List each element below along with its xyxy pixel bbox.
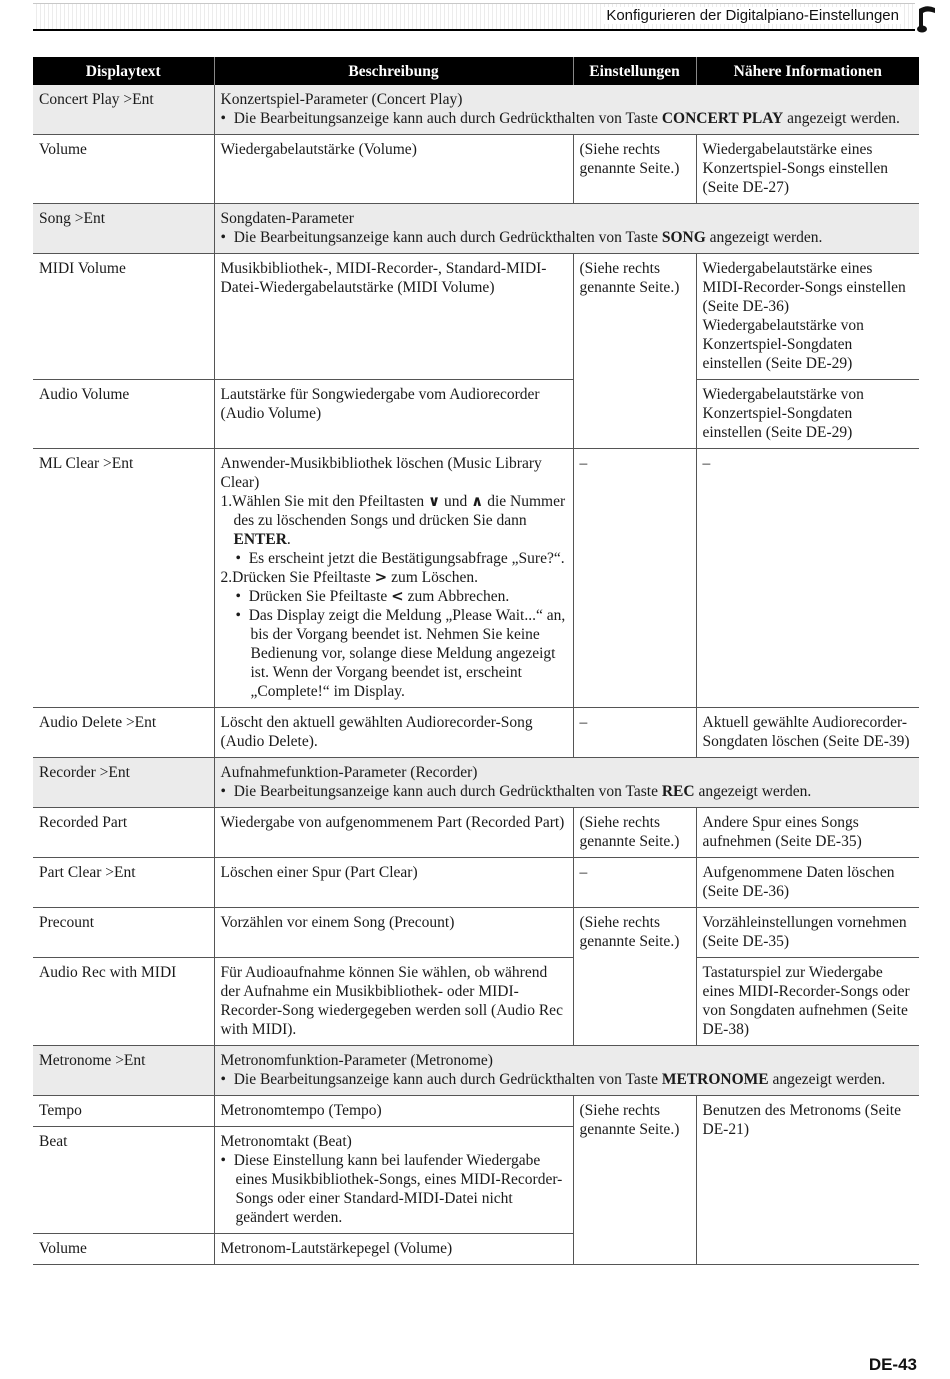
chevron-right-icon: > (374, 568, 388, 586)
display-text: Audio Volume (33, 380, 214, 449)
key-name: SONG (661, 229, 706, 246)
table-row-metronome (33, 1046, 919, 1096)
table-row-tempo (33, 1096, 919, 1127)
display-text: Recorded Part (33, 808, 214, 858)
description: Löschen einer Spur (Part Clear) (214, 858, 573, 908)
table-row-midi-volume (33, 254, 919, 380)
description: Wiedergabe von aufgenommenem Part (Recorded Part) (214, 808, 573, 858)
setting: (Siehe rechts genannte Seite.) (573, 135, 696, 204)
table-row-concert-play (33, 85, 919, 135)
description: Metronomfunktion-Parameter (Metronome) • Die Bearbeitungsanzeige kann auch durch Gedrückthalten von Taste METRONOME angezeigt werden. (214, 1046, 919, 1096)
description: Metronomtempo (Tempo) (214, 1096, 573, 1127)
setting: (Siehe rechts genannte Seite.) (573, 908, 696, 1046)
description: Löscht den aktuell gewählten Audiorecorder-Song (Audio Delete). (214, 708, 573, 758)
info: Tastaturspiel zur Wiedergabe eines MIDI-Recorder-Songs oder von Songdaten aufnehmen (Seite DE-38) (696, 958, 919, 1046)
chevron-left-icon: < (391, 587, 404, 605)
key-name: REC (661, 783, 695, 800)
display-text: Volume (33, 135, 214, 204)
info: Benutzen des Metronoms (Seite DE-21) (696, 1096, 919, 1265)
chevron-up-icon: ∧ (471, 492, 484, 510)
display-text: Song >Ent (33, 204, 214, 254)
header-title: Konfigurieren der Digitalpiano-Einstellungen (602, 7, 903, 24)
description: Musikbibliothek-, MIDI-Recorder-, Standard-MIDI-Datei-Wiedergabelautstärke (MIDI Volume) (214, 254, 573, 380)
settings-table (33, 57, 919, 1265)
description: Anwender-Musikbibliothek löschen (Music Library Clear) 1.Wählen Sie mit den Pfeiltasten ∨ und ∧ die Nummer des zu löschenden Songs und drücken Sie dann ENTER. • Es erscheint jetzt die Bestätigungsabfrage „Sure?“. 2.Drücken Sie Pfeiltaste > zum Löschen. • Drücken Sie Pfeiltaste < zum Abbrechen. • Das Display zeigt die Meldung „Please Wait...“ an, bis der Vorgang beendet ist. Nehmen Sie keine Bedienung vor, solange diese Meldung angezeigt ist. Wenn der Vorgang beendet ist, erscheint „Complete!“ im Display. (214, 449, 573, 708)
display-text: Tempo (33, 1096, 214, 1127)
info: Wiedergabelautstärke von Konzertspiel-Songdaten einstellen (Seite DE-29) (696, 380, 919, 449)
description: Songdaten-Parameter • Die Bearbeitungsanzeige kann auch durch Gedrückthalten von Taste SONG angezeigt werden. (214, 204, 919, 254)
column-header-beschreibung: Beschreibung (214, 57, 573, 85)
display-text: Beat (33, 1127, 214, 1234)
column-header-informationen: Nähere Informationen (696, 57, 919, 85)
setting: (Siehe rechts genannte Seite.) (573, 1096, 696, 1265)
info: Aktuell gewählte Audiorecorder-Songdaten löschen (Seite DE-39) (696, 708, 919, 758)
page-header (33, 3, 943, 31)
table-row-audio-volume (33, 380, 919, 449)
setting: – (573, 708, 696, 758)
setting: (Siehe rechts genannte Seite.) (573, 254, 696, 449)
table-row-ml-clear (33, 449, 919, 708)
key-name: METRONOME (661, 1071, 769, 1088)
setting: – (573, 449, 696, 708)
table-row-concert-volume (33, 135, 919, 204)
table-row-recorded-part (33, 808, 919, 858)
display-text: Recorder >Ent (33, 758, 214, 808)
chevron-down-icon: ∨ (427, 492, 441, 510)
info: Wiedergabelautstärke eines Konzertspiel-Songs einstellen (Seite DE-27) (696, 135, 919, 204)
description: Konzertspiel-Parameter (Concert Play) • Die Bearbeitungsanzeige kann auch durch Gedrückthalten von Taste CONCERT PLAY angezeigt werden. (214, 85, 919, 135)
info: – (696, 449, 919, 708)
info: Aufgenommene Daten löschen (Seite DE-36) (696, 858, 919, 908)
description: Für Audioaufnahme können Sie wählen, ob während der Aufnahme ein Musikbibliothek- oder MIDI-Recorder-Song wiedergegeben werden soll (Audio Rec with MIDI). (214, 958, 573, 1046)
description: Vorzählen vor einem Song (Precount) (214, 908, 573, 958)
info: Vorzähleinstellungen vornehmen (Seite DE-35) (696, 908, 919, 958)
info: Wiedergabelautstärke eines MIDI-Recorder-Songs einstellen (Seite DE-36) Wiedergabelautstärke von Konzertspiel-Songdaten einstellen (Seite DE-29) (696, 254, 919, 380)
display-text: Metronome >Ent (33, 1046, 214, 1096)
table-row-audio-delete (33, 708, 919, 758)
column-header-einstellungen: Einstellungen (573, 57, 696, 85)
key-name: CONCERT PLAY (661, 110, 784, 127)
display-text: MIDI Volume (33, 254, 214, 380)
description: Metronomtakt (Beat) • Diese Einstellung kann bei laufender Wiedergabe eines Musikbibliothek-Songs, eines MIDI-Recorder-Songs oder einer Standard-MIDI-Datei nicht geändert werden. (214, 1127, 573, 1234)
table-row-audio-rec-midi (33, 958, 919, 1046)
description: Lautstärke für Songwiedergabe vom Audiorecorder (Audio Volume) (214, 380, 573, 449)
description: Aufnahmefunktion-Parameter (Recorder) • Die Bearbeitungsanzeige kann auch durch Gedrückthalten von Taste REC angezeigt werden. (214, 758, 919, 808)
info: Andere Spur eines Songs aufnehmen (Seite DE-35) (696, 808, 919, 858)
page-number: DE-43 (868, 1355, 917, 1374)
display-text: Audio Delete >Ent (33, 708, 214, 758)
display-text: ML Clear >Ent (33, 449, 214, 708)
display-text: Precount (33, 908, 214, 958)
description: Wiedergabelautstärke (Volume) (214, 135, 573, 204)
table-row-part-clear (33, 858, 919, 908)
display-text: Concert Play >Ent (33, 85, 214, 135)
table-header-row (33, 57, 919, 85)
display-text: Volume (33, 1234, 214, 1265)
column-header-displaytext: Displaytext (33, 57, 214, 85)
description: Metronom-Lautstärkepegel (Volume) (214, 1234, 573, 1265)
key-name: ENTER (233, 531, 287, 548)
table-row-song (33, 204, 919, 254)
music-note-icon (915, 3, 943, 33)
table-row-recorder (33, 758, 919, 808)
setting: (Siehe rechts genannte Seite.) (573, 808, 696, 858)
table-row-precount (33, 908, 919, 958)
setting: – (573, 858, 696, 908)
display-text: Audio Rec with MIDI (33, 958, 214, 1046)
display-text: Part Clear >Ent (33, 858, 214, 908)
